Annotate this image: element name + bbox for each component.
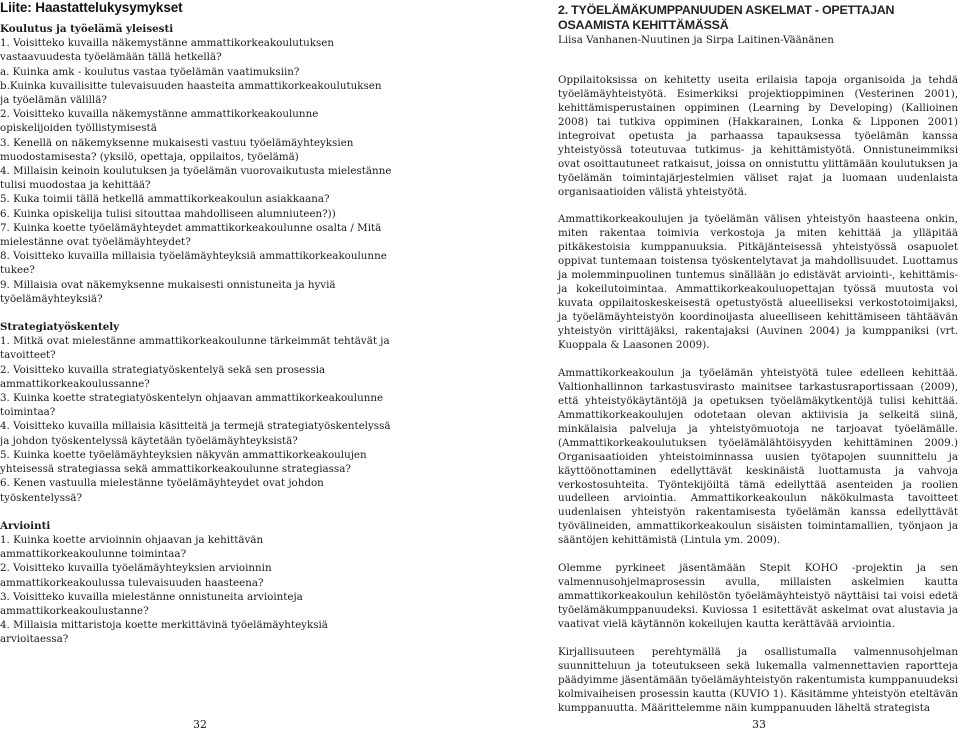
body-paragraph: Oppilaitoksissa on kehitetty useita erilaisia tapoja organisoida ja tehdä työelämäyhteistyötä. Esimerkiksi projektioppiminen (Vesterinen 2001), kehittämisperustainen oppiminen (Learning by Developing) (Kallioinen 2008) tai tutkiva oppiminen (Hakkarainen, Lonka & Lipponen 2001) integroivat opetusta ja parhaassa tapauksessa työelämän kanssa yhteistyössä toteutuvaa tutkimus- ja kehittämistyötä. Onnistuneimmiksi ovat osoittautuneet ratkaisut, joissa on onnistuttu ylittämään koulutuksen ja työelämän toimintajärjestelmien väliset rajat ja luomaan uudenlaista organisaatioiden välistä yhteistyötä. xyxy=(558,74,958,198)
question-item: 3. Voisitteko kuvailla mielestänne onnistuneita arviointeja ammattikorkeakoulustanne? xyxy=(0,590,303,617)
question-item: 1. Voisitteko kuvailla näkemystänne ammattikorkeakoulutuksen vastaavuudesta työelämään tällä hetkellä? xyxy=(0,37,334,64)
question-item: a. Kuinka amk - koulutus vastaa työelämän vaatimuksiin? xyxy=(0,65,300,78)
question-item: 5. Kuinka koette työelämäyhteyksien näkyvän ammattikorkeakoulujen yhteisessä strategiassa sekä ammattikorkeakoulunne strategiassa? xyxy=(0,448,367,476)
appendix-title: Liite: Haastattelukysymykset xyxy=(0,0,183,15)
section-heading: Koulutus ja työelämä yleisesti xyxy=(0,23,174,35)
chapter-title: 2. TYÖELÄMÄKUMPPANUUDEN ASKELMAT - OPETTAJAN OSAAMISTA KEHITTÄMÄSSÄ xyxy=(558,3,895,33)
left-page xyxy=(0,0,478,731)
question-item: 2. Voisitteko kuvailla työelämäyhteyksien arvioinnin ammattikorkeakoulussa tulevaisuuden haasteena? xyxy=(0,562,272,589)
question-item: 1. Kuinka koette arvioinnin ohjaavan ja kehittävän ammattikorkeakoulunne toimintaa? xyxy=(0,533,264,561)
chapter-body xyxy=(558,74,958,729)
section-heading: Arviointi xyxy=(0,519,51,532)
page-number: 32 xyxy=(193,718,207,731)
section-heading: Strategiatyöskentely xyxy=(0,321,120,334)
question-item: 2. Voisitteko kuvailla strategiatyöskentelyä sekä sen prosessia ammattikorkeakoulussanne? xyxy=(0,363,326,390)
question-item: b.Kuinka kuvailisitte tulevaisuuden haasteita ammattikorkeakoulutuksen ja työelämän välillä? xyxy=(0,79,382,107)
body-paragraph: Kirjallisuuteen perehtymällä ja osallistumalla valmennusohjelman suunnitteluun ja toteutukseen sekä lukemalla valmennettavien raportteja päädyimme jäsentämään työelämäyhteistyön rakentumista kumppanuudeksi kolmivaiheisen prosessin kautta (KUVIO 1). Käsitämme yhteistyön eteltävän kumppanuutta. Määrittelemme näin kumppanuuden läheltä strategista xyxy=(558,645,958,714)
question-item: 6. Kenen vastuulla mielestänne työelämäyhteydet ovat johdon työskentelyssä? xyxy=(0,477,324,504)
question-item: 9. Millaisia ovat näkemyksenne mukaisesti onnistuneita ja hyviä työelämäyhteyksiä? xyxy=(0,278,336,305)
body-paragraph: Ammattikorkeakoulun ja työelämän yhteistyötä tulee edelleen kehittää. Valtionhallinnon tarkastusvirasto mainitsee tarkastusraportissaan (2009), että yhteistyökäytäntöjä ja opetuksen työelämäkytkentöjä tulisi kehittää. Ammattikorkeakoulujen odotetaan olevan aktiivisia ja selkeitä siinä, minkälaisia palveluja ja yhteistyömuotoja ne tarjoavat työelämälle. (Ammattikorkeakoulutuksen työelämälähtöisyyden kehittäminen 2009.) Organisaatioiden yhteistoiminnassa uusien työtapojen suunnittelu ja käyttöönottaminen edellyttävät keskinäistä luottamusta ja vahvoja verkostosuhteita. Työntekijöiltä tämä edellyttää asenteiden ja roolien uudelleen arviointia. Ammattikorkeakoulun näkökulmasta tavoitteet uudenlaisen yhteistyön rakentamisesta työelämän kanssa edellyttävät työvälineiden, ammattikorkeakoulun sisäisten toimintamallien, työnjaon ja sääntöjen kehittämistä (Lintula ym. 2009). xyxy=(558,366,958,547)
page-number: 33 xyxy=(752,718,766,731)
question-item: 4. Millaisia mittaristoja koette merkittävinä työelämäyhteyksiä arvioitaessa? xyxy=(0,619,328,646)
question-item: 4. Millaisin keinoin koulutuksen ja työelämän vuorovaikutusta mielestänne tulisi muodostaa ja kehittää? xyxy=(0,165,392,192)
question-item: 5. Kuka toimii tällä hetkellä ammattikorkeakoulun asiakkaana? xyxy=(0,193,330,206)
question-item: 2. Voisitteko kuvailla näkemystänne ammattikorkeakoulunne opiskelijoiden työllistymisestä xyxy=(0,108,319,135)
question-item: 7. Kuinka koette työelämäyhteydet ammattikorkeakoulunne osalta / Mitä mielestänne ovat työelämäyhteydet? xyxy=(0,221,382,249)
question-item: 6. Kuinka opiskelija tulisi sitouttaa mahdolliseen alumniuteen?)) xyxy=(0,207,336,220)
question-item: 1. Mitkä ovat mielestänne ammattikorkeakoulunne tärkeimmät tehtävät ja tavoitteet? xyxy=(0,335,390,362)
body-paragraph: Olemme pyrkineet jäsentämään Stepit KOHO -projektin ja sen valmennusohjelmaprosessin avulla, millaisten askelmien kautta ammattikorkeakoulun kehilöstön työelämäyhteistyö näyttäisi tai voisi edetä työelämäkumppanuudeksi. Kuviossa 1 esitettävät askelmat ovat alustavia ja vaativat vielä käytännön kokeilujen kautta kerättävää arviointia. xyxy=(558,562,958,630)
question-item: 8. Voisitteko kuvailla millaisia työelämäyhteyksiä ammattikorkeakoulunne tukee? xyxy=(0,250,387,277)
right-page xyxy=(482,0,960,731)
page-divider xyxy=(479,0,480,731)
interview-questions xyxy=(0,22,392,647)
body-paragraph: Ammattikorkeakoulujen ja työelämän välisen yhteistyön haasteena onkin, miten rakentaa toimivia verkostoja ja miten kehittää ja ylläpitää pitkäkestoisia kumppanuuksia. Pitkäjänteisessä yhteistyössä osapuolet oppivat tuntemaan toistensa työskentelytavat ja mahdollisuudet. Luottamus ja molemminpuolinen tuntemus sinällään jo edistävät arviointi-, kehittämis- ja kokeilutoimintaa. Ammattikorkeakouluopettajan työssä muutosta voi kuvata oppilaitoskeskeisestä opetustyöstä alueelliseksi verkostotoimijaksi, ja työelämäyhteistyön koordinoijasta alueelliseen kehittämiseen tähtäävän yhteistyön virittäjäksi, rakentajaksi (Auvinen 2004) ja kumppaniksi (vrt. Kuoppala & Laasonen 2009). xyxy=(558,213,958,352)
question-item: 3. Kuinka koette strategiatyöskentelyn ohjaavan ammattikorkeakoulunne toimintaa? xyxy=(0,392,384,419)
chapter-authors: Liisa Vanhanen-Nuutinen ja Sirpa Laitinen-Väänänen xyxy=(558,34,834,46)
question-item: 4. Voisitteko kuvailla millaisia käsitteitä ja termejä strategiatyöskentelyssä ja johdon työskentelyssä käytetään työelämäyhteyksistä? xyxy=(0,420,391,447)
question-item: 3. Kenellä on näkemyksenne mukaisesti vastuu työelämäyhteyksien muodostamisesta? (yksilö, opettaja, oppilaitos, työelämä) xyxy=(0,136,354,163)
